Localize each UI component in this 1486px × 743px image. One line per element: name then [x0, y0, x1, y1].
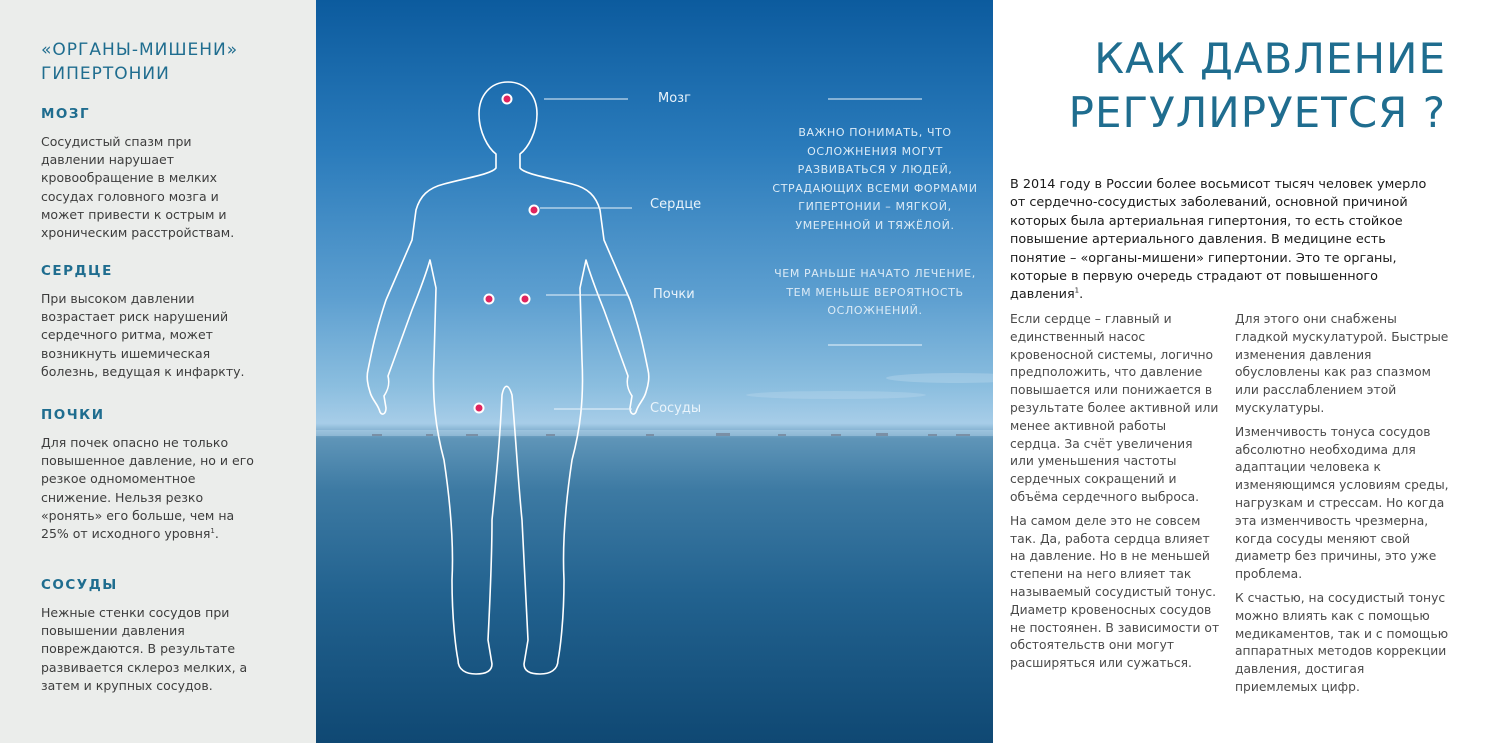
- heart-text: При высоком давлении возрастает риск нарушений сердечного ритма, может возникнуть ишемическая болезнь, ведущая к инфаркту.: [41, 291, 245, 379]
- label-vessels: Сосуды: [650, 401, 702, 416]
- kidneys-text-body: Для почек опасно не только повышенное давление, но и его резкое одномоментное снижение. Нельзя резко «ронять» его больше, чем на 25% от исходного уровня: [41, 435, 254, 542]
- body-diagram-panel: [316, 0, 993, 743]
- regulation-title-line2: РЕГУЛИРУЕТСЯ ?: [1068, 88, 1446, 137]
- intro-footnote-mark: 1: [1074, 287, 1080, 296]
- organs-title-line2: ГИПЕРТОНИИ: [41, 64, 170, 84]
- heart-heading: СЕРДЦЕ: [41, 263, 113, 279]
- notice-text-1: ВАЖНО ПОНИМАТЬ, ЧТО ОСЛОЖНЕНИЯ МОГУТ РАЗВИВАТЬСЯ У ЛЮДЕЙ, СТРАДАЮЩИХ ВСЕМИ ФОРМАМИ ГИПЕРТОНИИ – МЯГКОЙ, УМЕРЕННОЙ И ТЯЖЁЛОЙ.: [772, 126, 978, 232]
- footnote-mark: 1: [210, 526, 215, 535]
- kidneys-text: [41, 434, 256, 543]
- brain-text: Сосудистый спазм при давлении нарушает кровообращение в мелких сосудах головного мозга и может привести к острым и хроническим расстройствам.: [41, 134, 235, 241]
- horizon-haze: [316, 430, 993, 436]
- human-outline: [367, 82, 649, 674]
- label-kidneys: Почки: [653, 287, 695, 302]
- intro-body: В 2014 году в России более восьмисот тысяч человек умерло от сердечно-сосудистых заболеваний, основной причиной которых была артериальная гипертония, то есть стойкое повышение артериального давления. В медицине есть понятие – «органы-мишени» гипертонии. Это те органы, которые в первую очередь страдают от повышенного давления: [1010, 177, 1427, 303]
- label-heart: Сердце: [650, 197, 702, 212]
- regulation-title-line1: КАК ДАВЛЕНИЕ: [1094, 34, 1446, 83]
- vessels-text: Нежные стенки сосудов при повышении давления повреждаются. В результате развивается склероз мелких, а затем и крупных сосудов.: [41, 605, 248, 693]
- kidney-dot-right: [521, 295, 530, 304]
- heart-dot: [530, 206, 539, 215]
- regulation-title: [1026, 32, 1446, 140]
- kidney-dot-left: [485, 295, 494, 304]
- intro-tail: .: [1079, 287, 1084, 303]
- body-diagram: [316, 0, 993, 743]
- brain-heading: МОЗГ: [41, 106, 91, 122]
- brain-dot: [503, 95, 512, 104]
- regulation-panel: [993, 0, 1486, 743]
- col2-paragraph-1: Для этого они снабжены гладкой мускулатурой. Быстрые изменения давления обусловлены как раз спазмом или расслаблением этой мускулатуры.: [1235, 312, 1449, 415]
- intro-paragraph: [1010, 176, 1438, 305]
- kidneys-heading: ПОЧКИ: [41, 407, 105, 423]
- text-column-2: [1235, 311, 1449, 703]
- vessels-heading: СОСУДЫ: [41, 577, 118, 593]
- organs-panel: [0, 0, 316, 743]
- kidneys-text-tail: .: [214, 526, 219, 542]
- organs-title-line1: «ОРГАНЫ-МИШЕНИ»: [41, 40, 239, 60]
- col1-paragraph-2: На самом деле это не совсем так. Да, работа сердца влияет на давление. Но в не меньшей степени на него влияет так называемый сосудистый тонус. Диаметр кровеносных сосудов не постоянен. В зависимости от обстоятельств они могут расширяться или сужаться.: [1010, 513, 1220, 671]
- col2-paragraph-3: К счастью, на сосудистый тонус можно влиять как с помощью медикаментов, так и с помощью аппаратных методов коррекции давления, достигая приемлемых цифр.: [1235, 590, 1449, 694]
- col1-paragraph-1: Если сердце – главный и единственный насос кровеносной системы, логично предположить, что давление повышается или понижается в результате более активной или менее активной работы сердца. За счёт увеличения или уменьшения частоты сердечных сокращений и объёма сердечного выброса.: [1010, 312, 1219, 504]
- vessel-dot: [475, 404, 484, 413]
- col2-paragraph-2: Изменчивость тонуса сосудов абсолютно необходима для адаптации человека к изменяющимся условиям среды, нагрузкам и стрессам. Но когда эта изменчивость чрезмерна, когда сосуды меняют свой диаметр без причины, это уже проблема.: [1235, 424, 1449, 582]
- organs-title: [41, 38, 238, 86]
- label-brain: Мозг: [658, 91, 691, 106]
- notice-text-2: ЧЕМ РАНЬШЕ НАЧАТО ЛЕЧЕНИЕ, ТЕМ МЕНЬШЕ ВЕРОЯТНОСТЬ ОСЛОЖНЕНИЙ.: [774, 267, 976, 318]
- text-column-1: [1010, 311, 1220, 679]
